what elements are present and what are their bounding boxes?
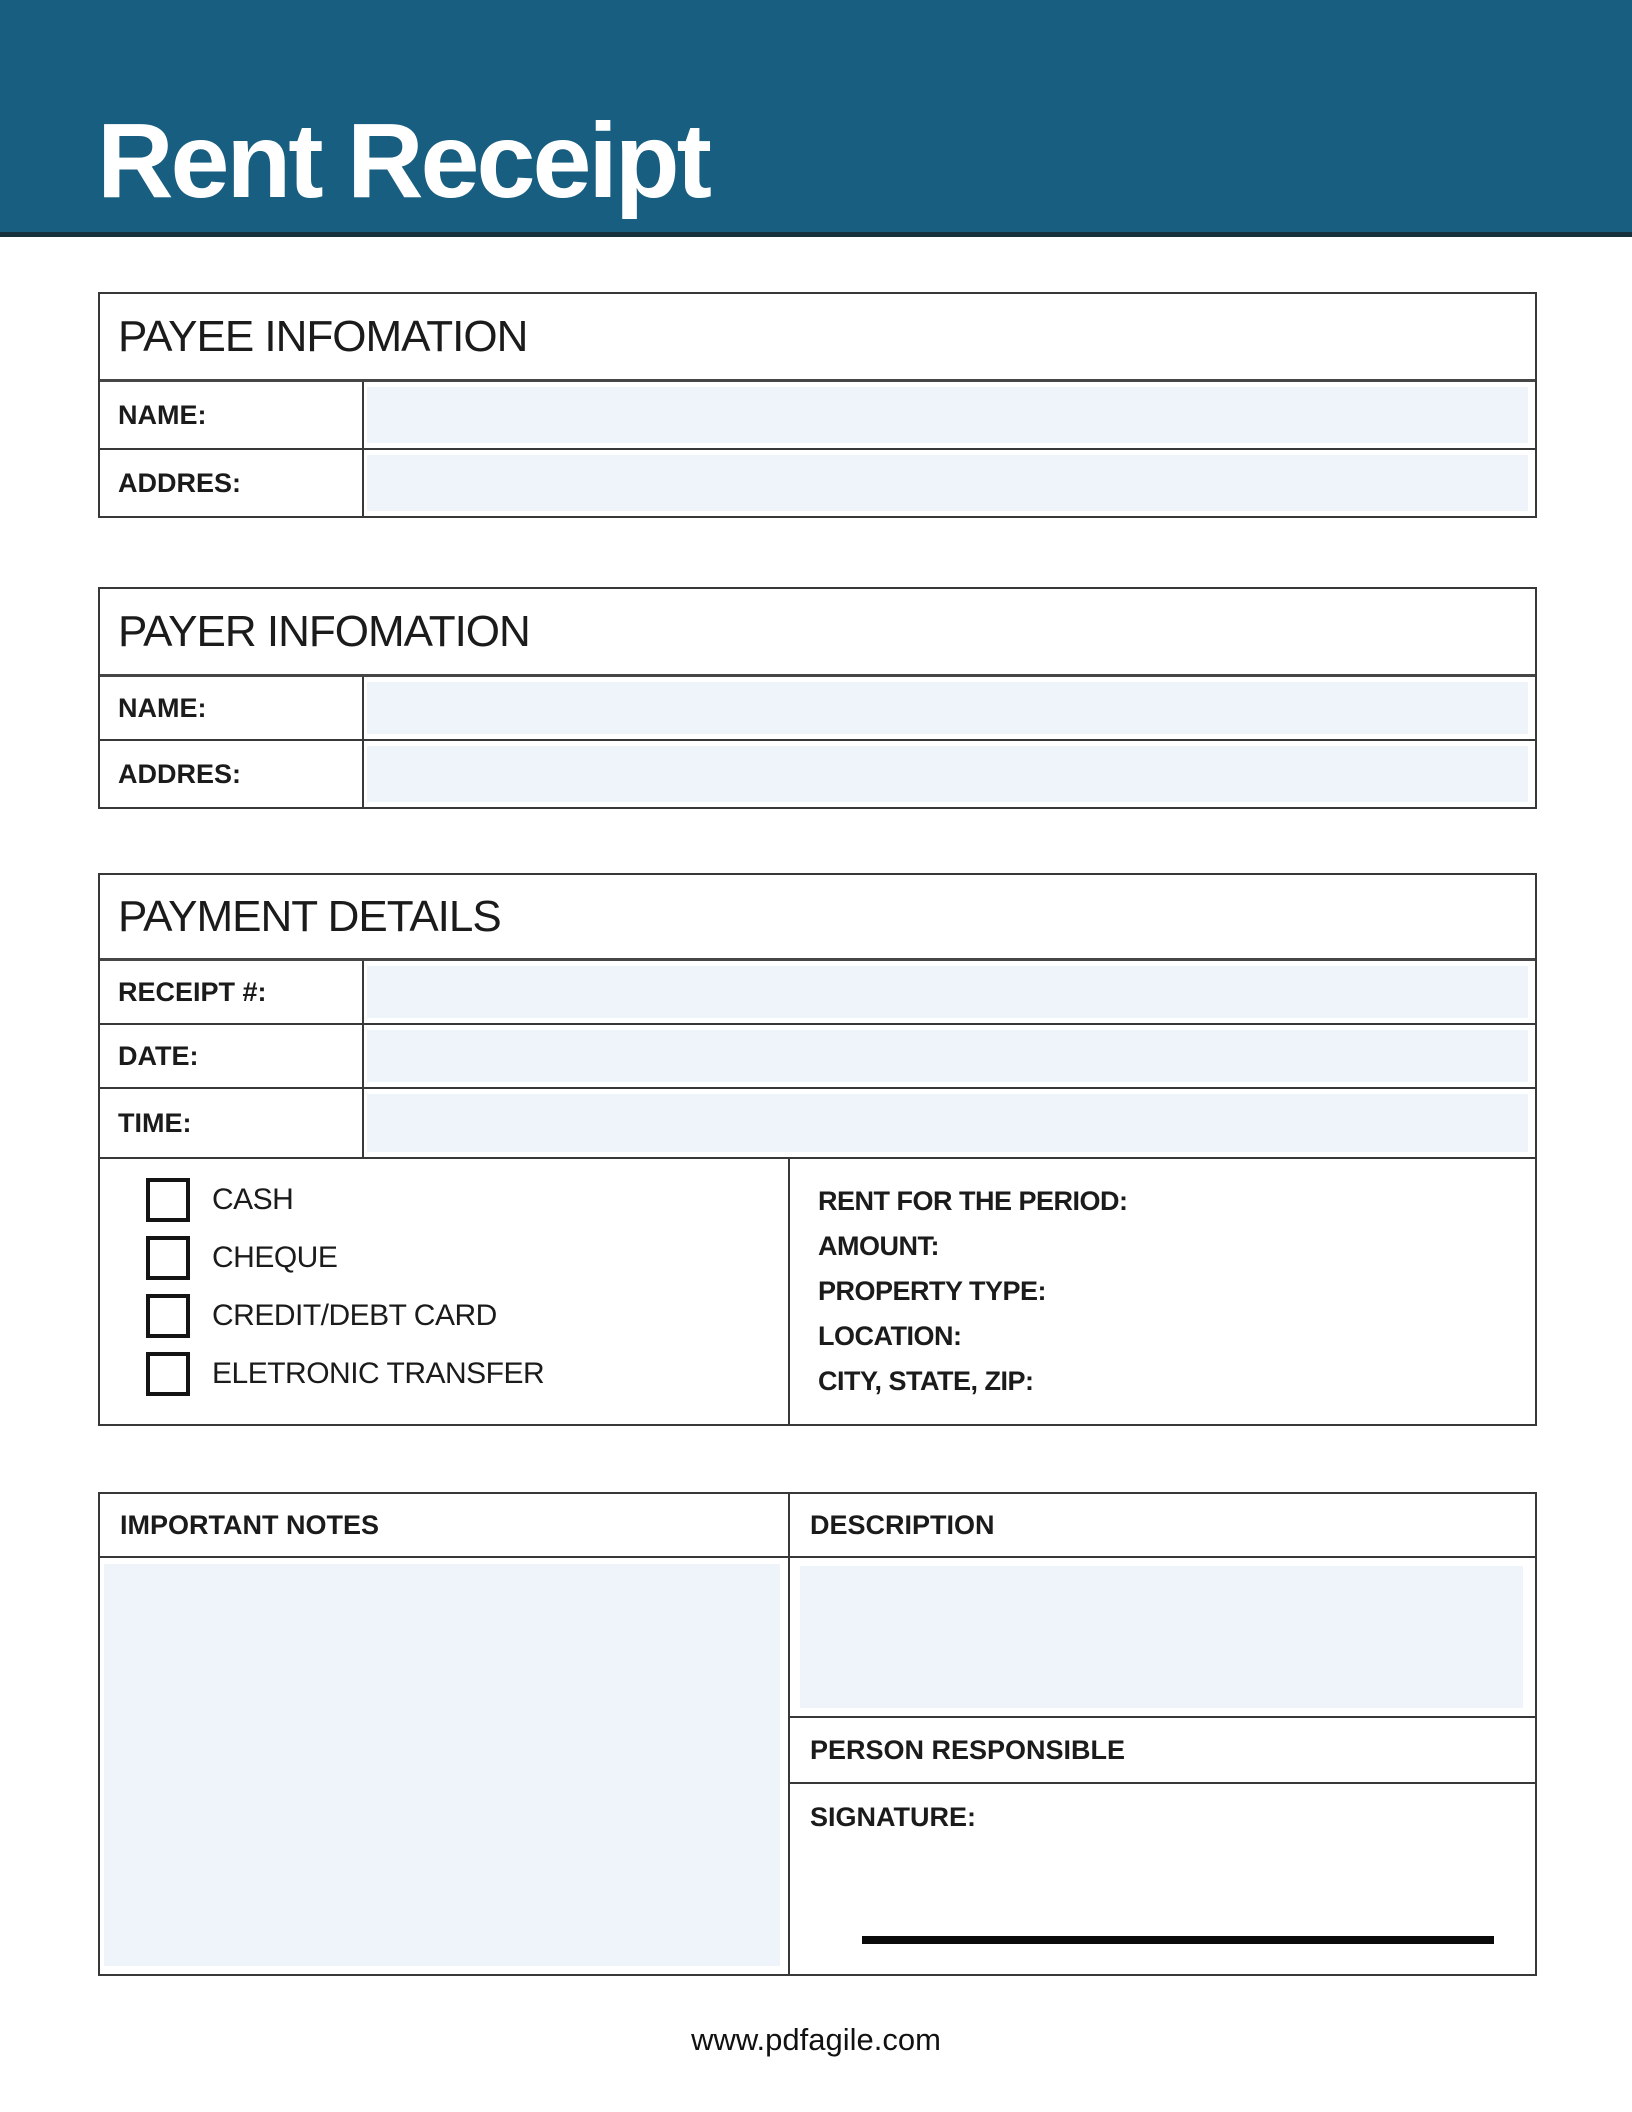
notes-description-section [98,1492,1537,1976]
electronic-transfer-label: ELETRONIC TRANSFER [212,1357,545,1390]
payee-name-label: NAME: [100,382,364,448]
payer-section [98,587,1537,809]
property-type-label: PROPERTY TYPE: [818,1276,1047,1306]
footer-url: www.pdfagile.com [691,2022,941,2057]
time-label: TIME: [100,1089,364,1157]
page-title: Rent Receipt [97,102,709,220]
person-responsible-label: PERSON RESPONSIBLE [790,1718,1535,1784]
important-notes-input-area[interactable] [104,1564,780,1966]
payment-method-options [100,1159,790,1424]
date-field[interactable] [367,1030,1528,1082]
signature-area [790,1784,1535,1974]
cheque-checkbox[interactable] [146,1236,190,1280]
time-field[interactable] [367,1094,1528,1152]
amount-label: AMOUNT: [818,1231,939,1261]
payee-section [98,292,1537,518]
list-item [146,1171,788,1229]
signature-label: SIGNATURE: [810,1802,976,1832]
receipt-number-label: RECEIPT #: [100,961,364,1023]
rent-for-period-label: RENT FOR THE PERIOD: [818,1186,1128,1216]
date-label: DATE: [100,1025,364,1087]
page-header [0,0,1632,237]
important-notes-title: IMPORTANT NOTES [100,1494,788,1558]
table-row [100,1089,1535,1159]
table-row [100,1025,1535,1089]
electronic-transfer-checkbox[interactable] [146,1352,190,1396]
payer-address-field[interactable] [367,746,1528,802]
table-row [100,450,1535,516]
payment-details-title: PAYMENT DETAILS [100,875,1535,961]
table-row [100,741,1535,807]
payment-details-section [98,873,1537,1426]
credit-debt-card-label: CREDIT/DEBT CARD [212,1299,497,1332]
payment-method-area [100,1159,1535,1424]
payer-name-field[interactable] [367,682,1528,734]
description-column [790,1494,1535,1974]
table-row [100,677,1535,741]
payer-address-label: ADDRES: [100,741,364,807]
credit-debt-card-checkbox[interactable] [146,1294,190,1338]
city-state-zip-label: CITY, STATE, ZIP: [818,1366,1034,1396]
table-row [100,961,1535,1025]
description-input-area[interactable] [800,1566,1523,1708]
list-item [146,1287,788,1345]
signature-line[interactable] [862,1936,1494,1944]
rent-details-panel [790,1159,1535,1424]
payee-address-label: ADDRES: [100,450,364,516]
payee-name-field[interactable] [367,387,1528,443]
payee-section-title: PAYEE INFOMATION [100,294,1535,382]
list-item [146,1345,788,1403]
receipt-number-field[interactable] [367,966,1528,1018]
description-title: DESCRIPTION [790,1494,1535,1558]
location-label: LOCATION: [818,1321,962,1351]
payer-section-title: PAYER INFOMATION [100,589,1535,677]
cheque-label: CHEQUE [212,1241,338,1274]
important-notes-column [100,1494,790,1974]
table-row [790,1558,1535,1718]
table-row [100,382,1535,450]
list-item [146,1229,788,1287]
cash-label: CASH [212,1183,294,1216]
payee-address-field[interactable] [367,455,1528,511]
cash-checkbox[interactable] [146,1178,190,1222]
payer-name-label: NAME: [100,677,364,739]
